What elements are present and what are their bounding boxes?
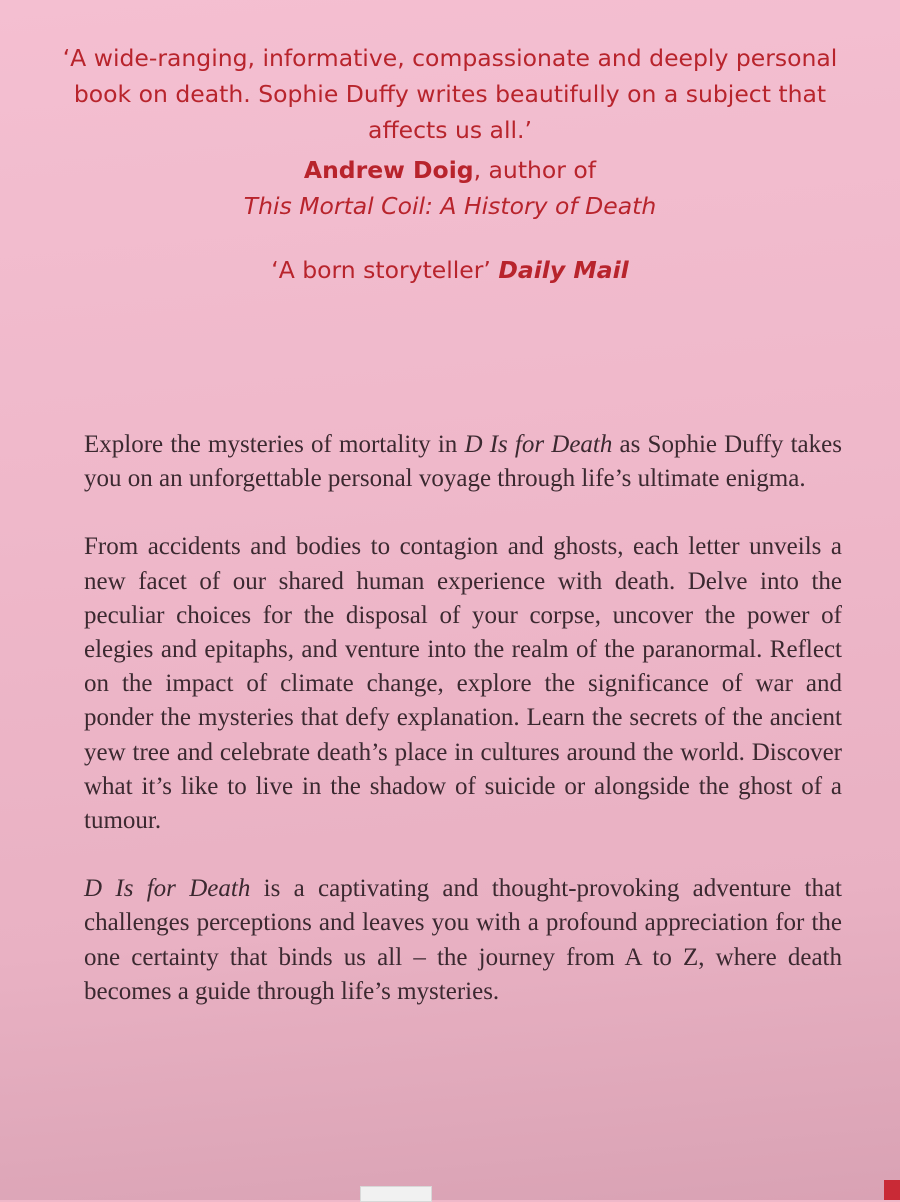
book-blurb	[84, 428, 842, 1043]
red-corner-mark	[884, 1180, 900, 1200]
short-quote-text: ‘A born storyteller’	[271, 256, 491, 284]
blurb-paragraph-1	[84, 428, 842, 496]
book-title-inline: D Is for Death	[464, 431, 613, 458]
review-attribution	[60, 152, 840, 188]
reviewer-suffix: , author of	[473, 156, 597, 184]
short-quote	[60, 252, 840, 288]
blurb-paragraph-2: From accidents and bodies to contagion and ghosts, each letter unveils a new facet of our shared human experience with death. Delve into the peculiar choices for the disposal of your corpse, uncover the power of elegies and epitaphs, and venture into the realm of the paranormal. Reflect on the impact of climate change, explore the significance of war and ponder the mysteries that defy explanation. Learn the secrets of the ancient yew tree and celebrate death’s place in cultures around the world. Discover what it’s like to live in the shadow of suicide or alongside the ghost of a tumour.	[84, 533, 842, 835]
reviewer-name: Andrew Doig	[303, 156, 474, 184]
blurb-text: is a captivating and thought-provoking adventure that challenges perceptions and leaves you with a profound appreciation for the one certainty that binds us all – the journey from A to Z, where death becomes a guide through life’s mysteries.	[84, 875, 842, 1005]
short-quote-source: Daily Mail	[498, 256, 629, 284]
blurb-text: as Sophie Duffy takes you on an unforgettable personal voyage through life’s ultimate enigma.	[84, 431, 842, 493]
review-quote: ‘A wide-ranging, informative, compassionate and deeply personal book on death. Sophie Duffy writes beautifully on a subject that affects us all.’	[62, 44, 838, 144]
blurb-text: Explore the mysteries of mortality in	[84, 431, 465, 458]
reviewer-book-title: This Mortal Coil: A History of Death	[243, 192, 657, 220]
blurb-paragraph-3	[84, 872, 842, 1009]
book-title-inline: D Is for Death	[84, 875, 251, 903]
review-quotes	[60, 40, 840, 288]
